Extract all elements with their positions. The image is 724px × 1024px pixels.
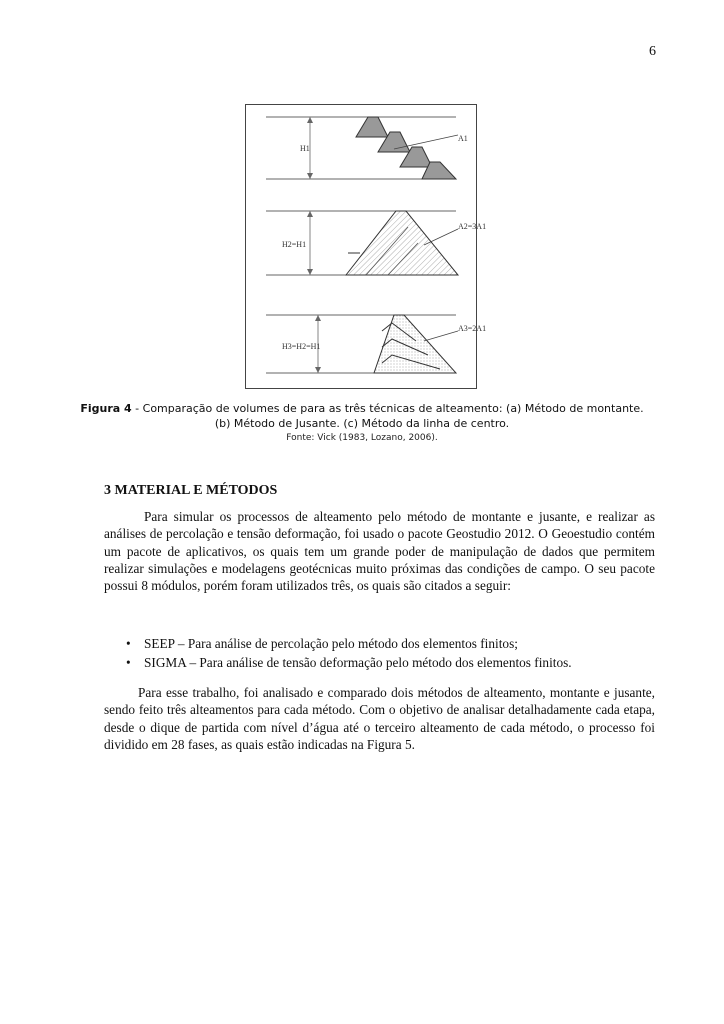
figure-source: Fonte: Vick (1983, Lozano, 2006). [286, 433, 438, 443]
caption-line2: (b) Método de Jusante. (c) Método da linha de centro. [214, 417, 510, 430]
label-h2: H2=H1 [282, 240, 307, 249]
diagram-downstream-method [266, 211, 486, 275]
paragraph-methods: Para esse trabalho, foi analisado e comparado dois métodos de alteamento, montante e jusante, sendo feito três alteamentos para cada método. Com o objetivo de analisar detalhadamente cada etapa, desde o dique de partida com nível d’água até o terceiro alteamento de cada método, o processo foi dividido em 28 fases, as quais estão indicadas na Figura 5. [104, 685, 655, 752]
figure-comparison-diagram [245, 104, 487, 389]
bullet-list [104, 635, 572, 672]
label-h3: H3=H2=H1 [282, 342, 321, 351]
bullet-icon: • [126, 654, 131, 670]
label-a2: A2=3A1 [458, 222, 487, 231]
caption-label: Figura 4 [80, 402, 132, 415]
section-heading: 3 MATERIAL E MÉTODOS [104, 483, 278, 498]
label-a3: A3=2A1 [458, 324, 487, 333]
diagram-upstream-method [266, 117, 468, 179]
page-number: 6 [649, 44, 656, 59]
figure-caption [70, 401, 654, 431]
list-item-text: SEEP – Para análise de percolação pelo método dos elementos finitos; [144, 636, 518, 651]
label-h1: H1 [300, 144, 310, 153]
paragraph-intro: Para simular os processos de alteamento pelo método de montante e jusante, e realizar as análises de percolação e tensão deformação, foi usado o pacote Geostudio 2012. O Geoestudio contém um pacote de aplicativos, os quais tem um grande poder de manipulação de dados que permitem realizar simulações e modelagens geotécnicas muito próximas das condições de campo. O seu pacote possui 8 módulos, porém foram utilizados três, os quais são citados a seguir: [104, 509, 655, 594]
list-item [104, 635, 572, 654]
label-a1: A1 [458, 134, 468, 143]
bullet-icon: • [126, 636, 131, 651]
diagram-centerline-method [266, 315, 486, 373]
list-item-text: SIGMA – Para análise de tensão deformação pelo método dos elementos finitos. [144, 654, 572, 670]
list-item [104, 654, 572, 673]
caption-text: - Comparação de volumes de para as três técnicas de alteamento: (a) Método de montante. [131, 402, 644, 415]
